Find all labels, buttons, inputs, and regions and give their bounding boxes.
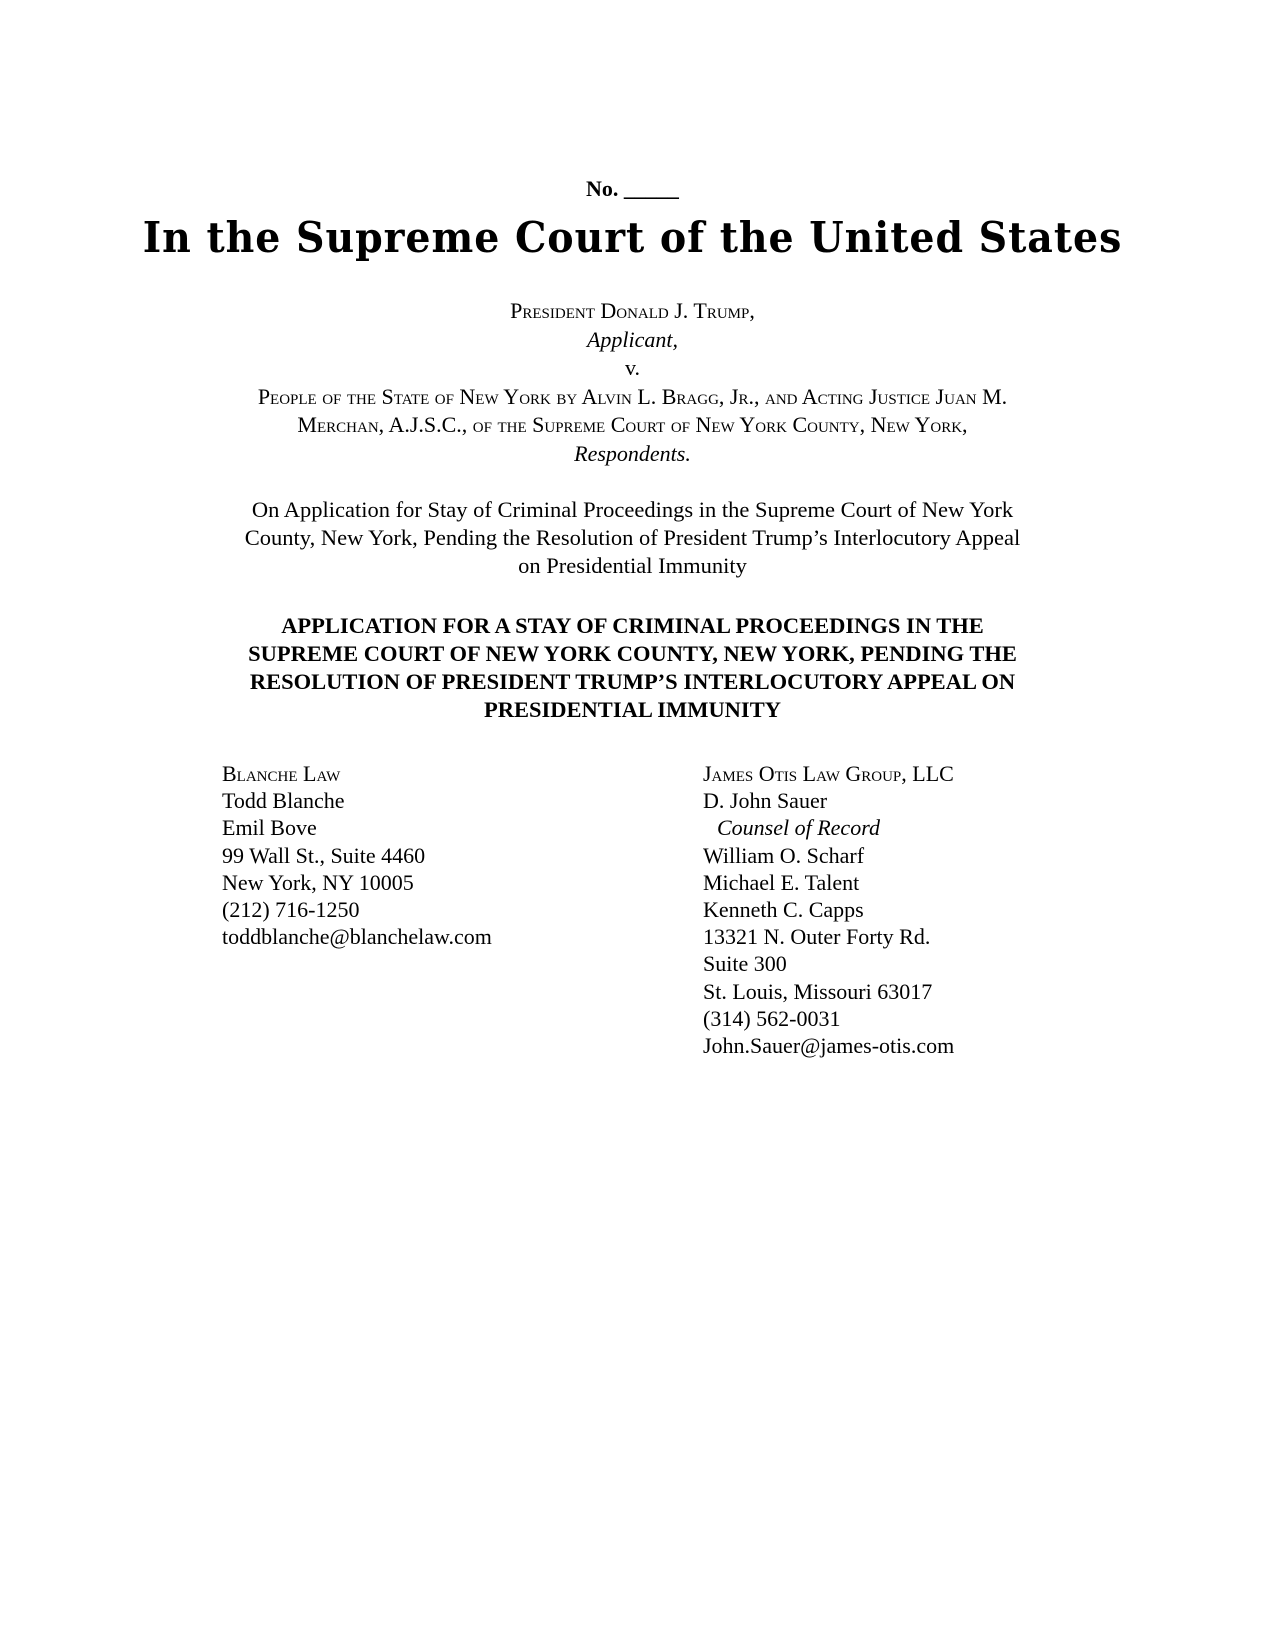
on-application-line-2: County, New York, Pending the Resolution of President Trump’s Interlocutory Appeal [244,525,1021,550]
phone-number: (212) 716-1250 [222,897,360,923]
phone-number: (314) 562-0031 [703,1005,841,1031]
on-application-statement [0,496,1265,580]
application-title [120,612,1145,724]
address-line: 99 Wall St., Suite 4460 [222,842,426,868]
counsel-of-record-name: D. John Sauer [703,788,828,814]
case-number: No. _____ [586,176,679,201]
counsel-line: Michael E. Talent [703,869,860,895]
court-title: In the Supreme Court of the United States [142,213,1123,262]
counsel-line: Kenneth C. Capps [703,897,864,923]
counsel-block-blanche-law [222,760,682,950]
respondent-role: Respondents. [574,440,691,466]
counsel-line: Emil Bove [222,815,317,841]
respondent-names-line-1: People of the State of New York by Alvin L. Bragg, Jr., and Acting Justice Juan M. [257,383,1008,409]
versus: v. [624,355,641,380]
address-line: 13321 N. Outer Forty Rd. [703,924,931,950]
address-line: St. Louis, Missouri 63017 [703,978,933,1004]
address-line: New York, NY 10005 [222,869,414,895]
firm-name: Blanche Law [222,761,341,786]
application-title-line-3: RESOLUTION OF PRESIDENT TRUMP’S INTERLOCUTORY APPEAL ON [249,669,1016,694]
applicant-name: President Donald J. Trump, [510,298,755,323]
application-title-line-1: APPLICATION FOR A STAY OF CRIMINAL PROCEEDINGS IN THE [281,613,984,638]
applicant-role: Applicant, [586,326,679,352]
application-title-line-4: PRESIDENTIAL IMMUNITY [484,697,781,722]
firm-name: James Otis Law Group, LLC [703,761,954,786]
email-address: toddblanche@blanchelaw.com [222,924,492,950]
on-application-line-1: On Application for Stay of Criminal Proceedings in the Supreme Court of New York [251,497,1014,522]
address-line: Suite 300 [703,951,787,977]
counsel-line: Todd Blanche [222,788,345,814]
application-title-line-2: SUPREME COURT OF NEW YORK COUNTY, NEW YORK, PENDING THE [248,641,1017,666]
counsel-block-james-otis [703,760,1183,1059]
on-application-line-3: on Presidential Immunity [518,553,747,578]
case-caption [0,297,1265,468]
counsel-line: William O. Scharf [703,842,865,868]
counsel-of-record-label: Counsel of Record [717,815,880,841]
respondent-names-line-2: Merchan, A.J.S.C., of the Supreme Court of New York County, New York, [297,412,968,437]
email-address: John.Sauer@james-otis.com [703,1033,955,1059]
